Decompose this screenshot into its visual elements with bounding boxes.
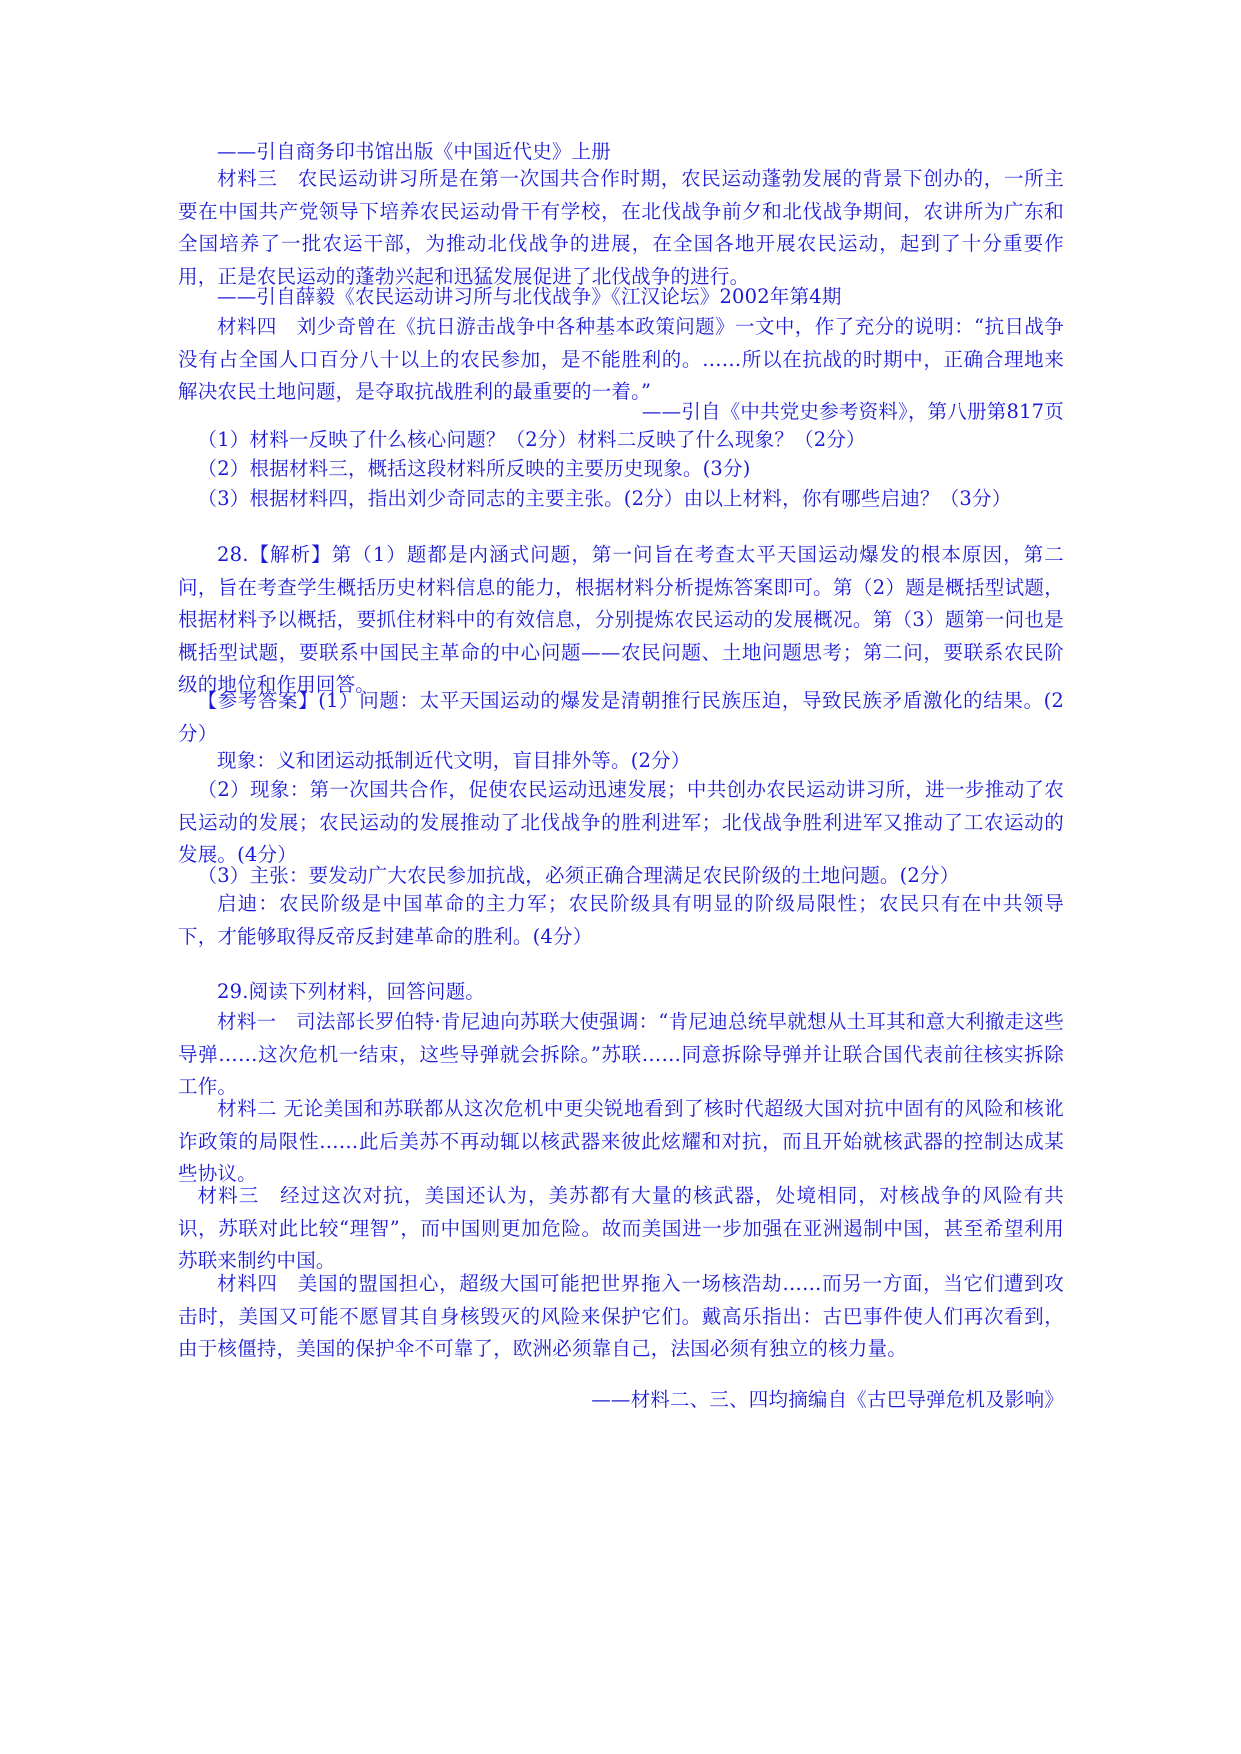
material-paragraph: 材料二 无论美国和苏联都从这次危机中更尖锐地看到了核时代超级大国对抗中固有的风险和核讹诈政策的局限性……此后美苏不再动辄以核武器来彼此炫耀和对抗，而且开始就核武器的控制达成某些协议。 bbox=[178, 1097, 1064, 1185]
question-item: （3）根据材料四，指出刘少奇同志的主要主张。(2分）由以上材料，你有哪些启迪？（3分） bbox=[197, 487, 1012, 510]
source-citation: ——引自商务印书馆出版《中国近代史》上册 bbox=[217, 140, 612, 163]
material-paragraph: 材料一 司法部长罗伯特·肯尼迪向苏联大使强调：“肯尼迪总统早就想从土耳其和意大利撤走这些导弹……这次危机一结束，这些导弹就会拆除。”苏联……同意拆除导弹并让联合国代表前往核实拆除工作。 bbox=[178, 1010, 1064, 1098]
material-paragraph: 材料三 农民运动讲习所是在第一次国共合作时期，农民运动蓬勃发展的背景下创办的，一所主要在中国共产党领导下培养农民运动骨干有学校，在北伐战争前夕和北伐战争期间，农讲所为广东和全国培养了一批农运干部，为推动北伐战争的进展，在全国各地开展农民运动，起到了十分重要作用，正是农民运动的蓬勃兴起和迅猛发展促进了北伐战争的进行。 bbox=[178, 167, 1064, 288]
source-citation: ——引自《中共党史参考资料》，第八册第817页 bbox=[641, 400, 1064, 423]
answer-paragraph: （3）主张：要发动广大农民参加抗战，必须正确合理满足农民阶级的土地问题。(2分） bbox=[197, 864, 960, 887]
question-item: （1）材料一反映了什么核心问题？（2分）材料二反映了什么现象？（2分） bbox=[197, 428, 866, 451]
material-paragraph: 材料三 经过这次对抗，美国还认为，美苏都有大量的核武器，处境相同，对核战争的风险有共识，苏联对此比较“理智”，而中国则更加危险。故而美国进一步加强在亚洲遏制中国，甚至希望利用苏联来制约中国。 bbox=[178, 1184, 1064, 1272]
question-item: （2）根据材料三，概括这段材料所反映的主要历史现象。(3分) bbox=[197, 457, 751, 480]
question-heading: 29.阅读下列材料，回答问题。 bbox=[217, 980, 486, 1003]
source-citation: ——材料二、三、四均摘编自《古巴导弹危机及影响》 bbox=[591, 1388, 1064, 1411]
answer-paragraph: 启迪：农民阶级是中国革命的主力军；农民阶级具有明显的阶级局限性；农民只有在中共领导下，才能够取得反帝反封建革命的胜利。(4分） bbox=[178, 892, 1064, 948]
material-paragraph: 材料四 美国的盟国担心，超级大国可能把世界拖入一场核浩劫……而另一方面，当它们遭到攻击时，美国又可能不愿冒其自身核毁灭的风险来保护它们。戴高乐指出：古巴事件使人们再次看到，由于核僵持，美国的保护伞不可靠了，欧洲必须靠自己，法国必须有独立的核力量。 bbox=[178, 1272, 1064, 1360]
material-paragraph: 材料四 刘少奇曾在《抗日游击战争中各种基本政策问题》一文中，作了充分的说明：“抗日战争没有占全国人口百分八十以上的农民参加，是不能胜利的。……所以在抗战的时期中，正确合理地来解决农民土地问题，是夺取抗战胜利的最重要的一着。” bbox=[178, 315, 1064, 403]
analysis-paragraph: 28.【解析】第（1）题都是内涵式问题，第一问旨在考查太平天国运动爆发的根本原因，第二问，旨在考查学生概括历史材料信息的能力，根据材料分析提炼答案即可。第（2）题是概括型试题，根据材料予以概括，要抓住材料中的有效信息，分别提炼农民运动的发展概况。第（3）题第一问也是概括型试题，要联系中国民主革命的中心问题——农民问题、土地问题思考；第二问，要联系农民阶级的地位和作用回答。 bbox=[178, 543, 1064, 696]
answer-paragraph: （2）现象：第一次国共合作，促使农民运动迅速发展；中共创办农民运动讲习所，进一步推动了农民运动的发展；农民运动的发展推动了北伐战争的胜利进军；北伐战争胜利进军又推动了工农运动的发展。(4分） bbox=[178, 778, 1064, 866]
answer-paragraph: 现象：义和团运动抵制近代文明，盲目排外等。(2分） bbox=[217, 749, 691, 772]
answer-paragraph: 【参考答案】(1）问题：太平天国运动的爆发是清朝推行民族压迫，导致民族矛盾激化的结果。(2分） bbox=[178, 689, 1064, 745]
source-citation: ——引自薛毅《农民运动讲习所与北伐战争》《江汉论坛》2002年第4期 bbox=[217, 285, 842, 308]
